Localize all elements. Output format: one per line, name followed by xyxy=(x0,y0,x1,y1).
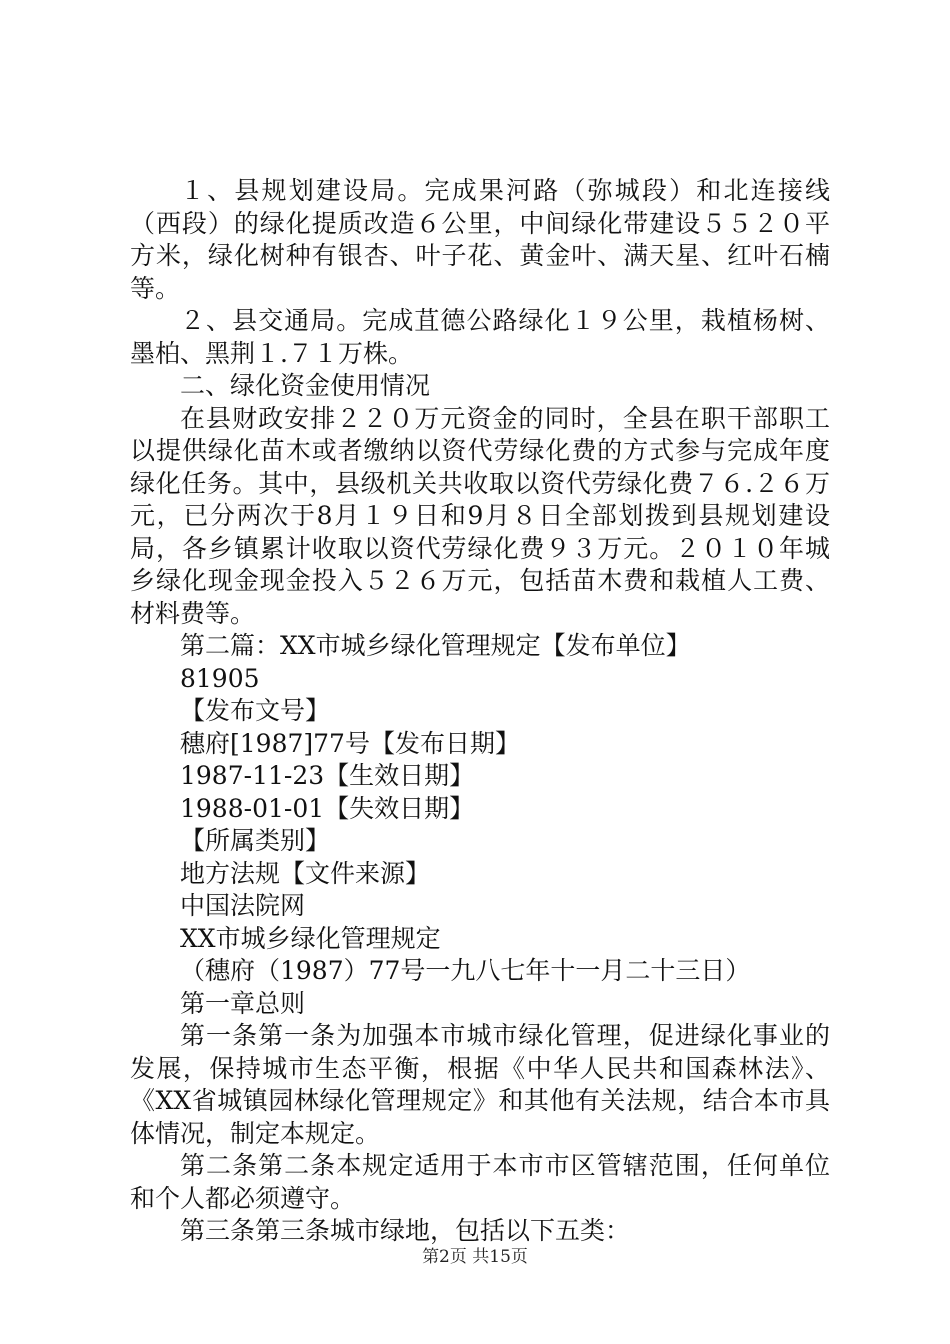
page-footer: 第2页 共15页 xyxy=(422,1247,528,1267)
text-line: 1988-01-01【失效日期】 xyxy=(180,793,475,823)
text-line: 81905 xyxy=(180,663,260,693)
text-line: 第二篇：XX市城乡绿化管理规定【发布单位】 xyxy=(180,631,691,660)
text-line: 体情况，制定本规定。 xyxy=(130,1118,381,1148)
document-body xyxy=(130,175,830,1248)
text-line: 第一条第一条为加强本市城市绿化管理，促进绿化事业的 xyxy=(180,1021,830,1050)
text-line: 材料费等。 xyxy=(130,598,256,628)
text-line: （穗府（1987）77号一九八七年十一月二十三日） xyxy=(180,956,751,985)
text-line: （西段）的绿化提质改造６公里，中间绿化带建设５５２０平 xyxy=(130,208,830,238)
text-line: ２、县交通局。完成苴德公路绿化１９公里，栽植杨树、 xyxy=(180,306,830,335)
text-line: 【所属类别】 xyxy=(180,826,331,855)
text-line: 元，已分两次于8月１９日和9月８日全部划拨到县规划建设 xyxy=(130,501,830,530)
text-line: １、县规划建设局。完成果河路（弥城段）和北连接线 xyxy=(180,176,830,205)
text-line: 乡绿化现金现金投入５２６万元，包括苗木费和栽植人工费、 xyxy=(130,566,830,595)
text-line: 第一章总则 xyxy=(180,988,306,1018)
text-line: 在县财政安排２２０万元资金的同时，全县在职干部职工 xyxy=(180,403,830,433)
text-line: 中国法院网 xyxy=(180,891,306,920)
text-line: 【发布文号】 xyxy=(180,696,331,725)
text-line: 《XX省城镇园林绿化管理规定》和其他有关法规，结合本市具 xyxy=(130,1086,830,1115)
text-line: 1987-11-23【生效日期】 xyxy=(180,761,475,790)
text-line: 第三条第三条城市绿地，包括以下五类： xyxy=(180,1216,631,1245)
text-line: 和个人都必须遵守。 xyxy=(130,1183,356,1213)
text-line: 地方法规【文件来源】 xyxy=(180,858,431,888)
text-line: XX市城乡绿化管理规定 xyxy=(180,923,441,953)
text-line: 第二条第二条本规定适用于本市市区管辖范围，任何单位 xyxy=(180,1151,830,1180)
text-line: 方米，绿化树种有银杏、叶子花、黄金叶、满天星、红叶石楠 xyxy=(130,241,830,270)
text-line: 绿化任务。其中，县级机关共收取以资代劳绿化费７６.２６万 xyxy=(130,468,830,498)
text-line: 局，各乡镇累计收取以资代劳绿化费９３万元。２０１０年城 xyxy=(130,533,830,563)
text-line: 发展，保持城市生态平衡，根据《中华人民共和国森林法》、 xyxy=(130,1053,830,1083)
text-line: 穗府[1987]77号【发布日期】 xyxy=(180,728,520,758)
text-line: 二、绿化资金使用情况 xyxy=(180,371,431,400)
text-line: 等。 xyxy=(130,273,181,303)
text-line: 墨柏、黑荆１.７１万株。 xyxy=(130,338,413,368)
text-line: 以提供绿化苗木或者缴纳以资代劳绿化费的方式参与完成年度 xyxy=(130,436,830,465)
